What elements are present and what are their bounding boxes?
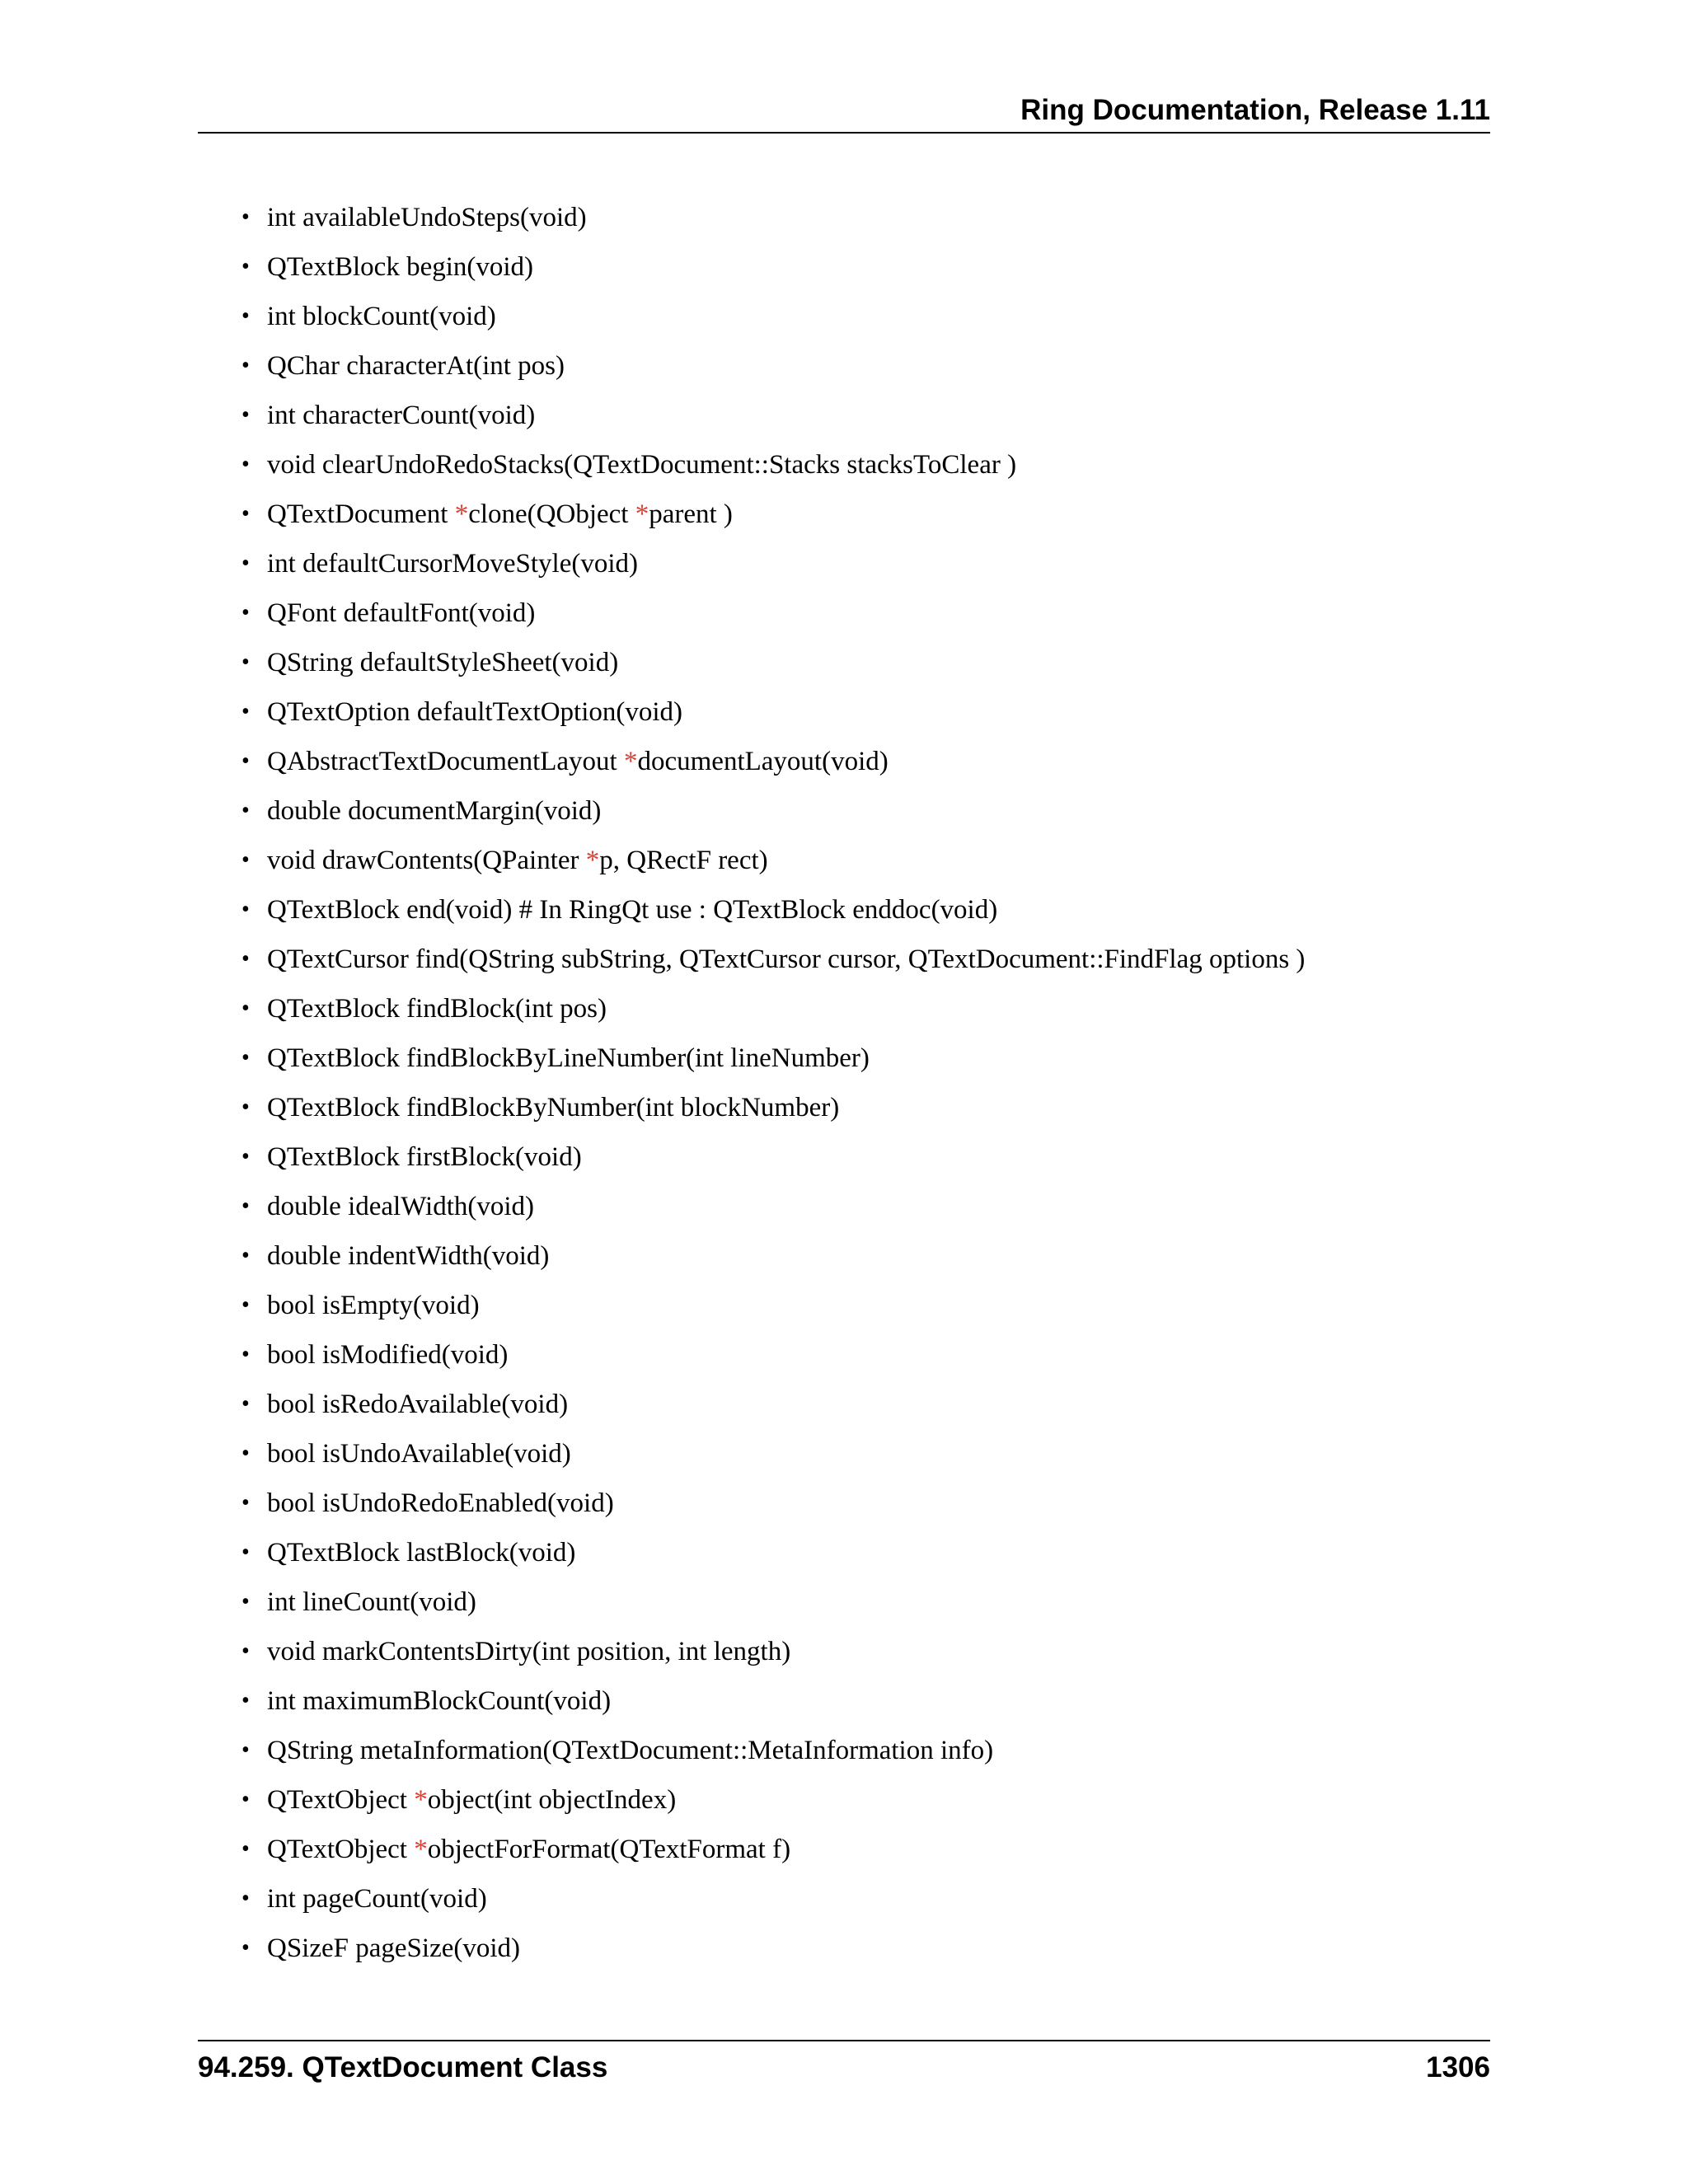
signature-text: void markContentsDirty(int position, int length) bbox=[267, 1637, 791, 1666]
bullet-icon: • bbox=[241, 1243, 250, 1268]
method-list-item bbox=[239, 493, 1305, 542]
method-signature bbox=[267, 1736, 993, 1765]
method-list-item bbox=[239, 1828, 1305, 1877]
signature-text: object(int objectIndex) bbox=[427, 1785, 677, 1815]
bullet-icon: • bbox=[241, 699, 250, 724]
method-list-item bbox=[239, 790, 1305, 839]
method-signature bbox=[267, 1241, 549, 1271]
bullet-icon: • bbox=[241, 353, 250, 378]
method-list-item bbox=[239, 1432, 1305, 1482]
method-signature bbox=[267, 1933, 520, 1963]
method-list-item bbox=[239, 246, 1305, 295]
section-title: 94.259. QTextDocument Class bbox=[198, 2051, 608, 2083]
signature-text: QFont defaultFont(void) bbox=[267, 598, 536, 628]
signature-text: p, QRectF rect) bbox=[599, 846, 768, 875]
method-list-item bbox=[239, 641, 1305, 691]
signature-text: QTextObject bbox=[267, 1785, 415, 1815]
signature-text: int defaultCursorMoveStyle(void) bbox=[267, 549, 639, 579]
bullet-icon: • bbox=[241, 402, 250, 428]
bullet-icon: • bbox=[241, 897, 250, 922]
method-list-item bbox=[239, 394, 1305, 443]
signature-text: bool isUndoAvailable(void) bbox=[267, 1439, 571, 1469]
method-list-item bbox=[239, 1086, 1305, 1136]
pointer-asterisk: * bbox=[623, 747, 638, 776]
bullet-icon: • bbox=[241, 1638, 250, 1664]
method-list-item bbox=[239, 938, 1305, 987]
bullet-icon: • bbox=[241, 1441, 250, 1466]
method-signature bbox=[267, 1390, 568, 1419]
bullet-icon: • bbox=[241, 1688, 250, 1713]
signature-text: bool isUndoRedoEnabled(void) bbox=[267, 1488, 614, 1518]
method-signature bbox=[267, 1192, 534, 1221]
method-list-item bbox=[239, 1383, 1305, 1432]
bullet-icon: • bbox=[241, 254, 250, 279]
method-signature bbox=[267, 450, 1016, 480]
method-list-item bbox=[239, 1037, 1305, 1086]
method-list-item bbox=[239, 1235, 1305, 1284]
method-signature bbox=[267, 1785, 676, 1815]
method-signature bbox=[267, 1142, 582, 1172]
document-title: Ring Documentation, Release 1.11 bbox=[1020, 94, 1490, 126]
method-list-item bbox=[239, 443, 1305, 493]
bullet-icon: • bbox=[241, 1342, 250, 1367]
method-list-item bbox=[239, 1877, 1305, 1927]
signature-text: int characterCount(void) bbox=[267, 401, 536, 430]
method-list-item bbox=[239, 1630, 1305, 1680]
signature-text: objectForFormat(QTextFormat f) bbox=[427, 1835, 791, 1864]
method-signature bbox=[267, 1538, 575, 1568]
method-list-item bbox=[239, 888, 1305, 938]
method-list-item bbox=[239, 344, 1305, 394]
signature-text: QString metaInformation(QTextDocument::MetaInformation info) bbox=[267, 1736, 994, 1765]
signature-text: int availableUndoSteps(void) bbox=[267, 203, 587, 232]
method-signature bbox=[267, 1340, 508, 1370]
signature-text: QAbstractTextDocumentLayout bbox=[267, 747, 624, 776]
signature-text: bool isEmpty(void) bbox=[267, 1291, 480, 1320]
signature-text: int blockCount(void) bbox=[267, 302, 496, 331]
signature-text: QTextBlock firstBlock(void) bbox=[267, 1142, 582, 1172]
bullet-icon: • bbox=[241, 501, 250, 527]
method-list-item bbox=[239, 691, 1305, 740]
pointer-asterisk: * bbox=[414, 1835, 428, 1864]
signature-text: QTextBlock begin(void) bbox=[267, 252, 534, 282]
bullet-icon: • bbox=[241, 303, 250, 329]
method-list-item bbox=[239, 1680, 1305, 1729]
method-signature bbox=[267, 1835, 790, 1864]
page-number: 1306 bbox=[1426, 2051, 1490, 2083]
method-signature bbox=[267, 747, 889, 776]
method-signature bbox=[267, 895, 997, 925]
signature-text: int maximumBlockCount(void) bbox=[267, 1686, 612, 1716]
signature-text: bool isRedoAvailable(void) bbox=[267, 1390, 569, 1419]
bullet-icon: • bbox=[241, 551, 250, 576]
signature-text: QTextBlock lastBlock(void) bbox=[267, 1538, 576, 1568]
method-list-item bbox=[239, 1482, 1305, 1531]
method-list-item bbox=[239, 1779, 1305, 1828]
method-list-item bbox=[239, 987, 1305, 1037]
bullet-icon: • bbox=[241, 1737, 250, 1763]
method-signature bbox=[267, 401, 535, 430]
method-signature bbox=[267, 1637, 790, 1666]
method-signature bbox=[267, 1587, 476, 1617]
signature-text: double indentWidth(void) bbox=[267, 1241, 550, 1271]
signature-text: QTextDocument bbox=[267, 499, 455, 529]
page-header bbox=[198, 89, 1490, 134]
bullet-icon: • bbox=[241, 996, 250, 1021]
method-signature bbox=[267, 203, 587, 232]
signature-text: documentLayout(void) bbox=[637, 747, 889, 776]
method-signature bbox=[267, 598, 535, 628]
signature-text: double idealWidth(void) bbox=[267, 1192, 535, 1221]
signature-text: QTextBlock findBlockByLineNumber(int lineNumber) bbox=[267, 1043, 870, 1073]
method-signature bbox=[267, 697, 682, 727]
method-signature bbox=[267, 1291, 480, 1320]
bullet-icon: • bbox=[241, 1144, 250, 1169]
bullet-icon: • bbox=[241, 847, 250, 873]
method-signature bbox=[267, 1439, 571, 1469]
method-list-item bbox=[239, 1284, 1305, 1333]
bullet-icon: • bbox=[241, 649, 250, 675]
signature-text: void drawContents(QPainter bbox=[267, 846, 586, 875]
bullet-icon: • bbox=[241, 748, 250, 774]
method-signature bbox=[267, 846, 768, 875]
signature-text: parent ) bbox=[649, 499, 733, 529]
method-signature bbox=[267, 944, 1305, 974]
signature-text: QSizeF pageSize(void) bbox=[267, 1933, 521, 1963]
method-list-item bbox=[239, 1136, 1305, 1185]
signature-text: int lineCount(void) bbox=[267, 1587, 476, 1617]
bullet-icon: • bbox=[241, 1391, 250, 1417]
bullet-icon: • bbox=[241, 600, 250, 626]
method-signature bbox=[267, 549, 638, 579]
method-signature bbox=[267, 648, 618, 677]
bullet-icon: • bbox=[241, 452, 250, 477]
signature-text: bool isModified(void) bbox=[267, 1340, 509, 1370]
method-list-item bbox=[239, 1333, 1305, 1383]
pointer-asterisk: * bbox=[414, 1785, 428, 1815]
signature-text: void clearUndoRedoStacks(QTextDocument::Stacks stacksToClear ) bbox=[267, 450, 1017, 480]
pointer-asterisk: * bbox=[635, 499, 649, 529]
bullet-icon: • bbox=[241, 1886, 250, 1911]
method-list-item bbox=[239, 542, 1305, 592]
signature-text: QTextObject bbox=[267, 1835, 415, 1864]
bullet-icon: • bbox=[241, 946, 250, 972]
signature-text: double documentMargin(void) bbox=[267, 796, 602, 826]
signature-text: QTextOption defaultTextOption(void) bbox=[267, 697, 683, 727]
signature-text: QTextBlock findBlockByNumber(int blockNumber) bbox=[267, 1093, 840, 1122]
method-signature bbox=[267, 1686, 611, 1716]
method-signature bbox=[267, 994, 607, 1024]
pointer-asterisk: * bbox=[585, 846, 600, 875]
method-list-item bbox=[239, 196, 1305, 246]
bullet-icon: • bbox=[241, 1045, 250, 1071]
method-list-item bbox=[239, 1729, 1305, 1779]
bullet-icon: • bbox=[241, 1589, 250, 1615]
signature-text: QTextCursor find(QString subString, QTextCursor cursor, QTextDocument::FindFlag options ) bbox=[267, 944, 1306, 974]
method-list-item bbox=[239, 295, 1305, 344]
method-signature bbox=[267, 351, 565, 381]
signature-text: QTextBlock findBlock(int pos) bbox=[267, 994, 607, 1024]
method-signature bbox=[267, 252, 533, 282]
method-list-item bbox=[239, 740, 1305, 790]
bullet-icon: • bbox=[241, 798, 250, 823]
signature-text: QChar characterAt(int pos) bbox=[267, 351, 565, 381]
signature-text: clone(QObject bbox=[468, 499, 635, 529]
method-list-item bbox=[239, 1531, 1305, 1581]
bullet-icon: • bbox=[241, 204, 250, 230]
method-signature bbox=[267, 302, 496, 331]
bullet-icon: • bbox=[241, 1094, 250, 1120]
signature-text: int pageCount(void) bbox=[267, 1884, 487, 1914]
method-list-item bbox=[239, 1927, 1305, 1976]
method-list-item bbox=[239, 1581, 1305, 1630]
signature-text: QTextBlock end(void) # In RingQt use : QTextBlock enddoc(void) bbox=[267, 895, 998, 925]
method-signature bbox=[267, 1093, 839, 1122]
bullet-icon: • bbox=[241, 1292, 250, 1318]
method-list bbox=[239, 196, 1305, 1976]
method-signature bbox=[267, 1043, 870, 1073]
method-list-item bbox=[239, 1185, 1305, 1235]
bullet-icon: • bbox=[241, 1490, 250, 1516]
method-list-item bbox=[239, 839, 1305, 888]
page-footer bbox=[198, 2040, 1490, 2096]
bullet-icon: • bbox=[241, 1836, 250, 1862]
pointer-asterisk: * bbox=[454, 499, 469, 529]
bullet-icon: • bbox=[241, 1787, 250, 1812]
signature-text: QString defaultStyleSheet(void) bbox=[267, 648, 619, 677]
method-list-item bbox=[239, 592, 1305, 641]
method-signature bbox=[267, 796, 601, 826]
method-signature bbox=[267, 499, 733, 529]
method-signature bbox=[267, 1488, 614, 1518]
bullet-icon: • bbox=[241, 1935, 250, 1961]
bullet-icon: • bbox=[241, 1193, 250, 1219]
method-signature bbox=[267, 1884, 487, 1914]
bullet-icon: • bbox=[241, 1540, 250, 1565]
